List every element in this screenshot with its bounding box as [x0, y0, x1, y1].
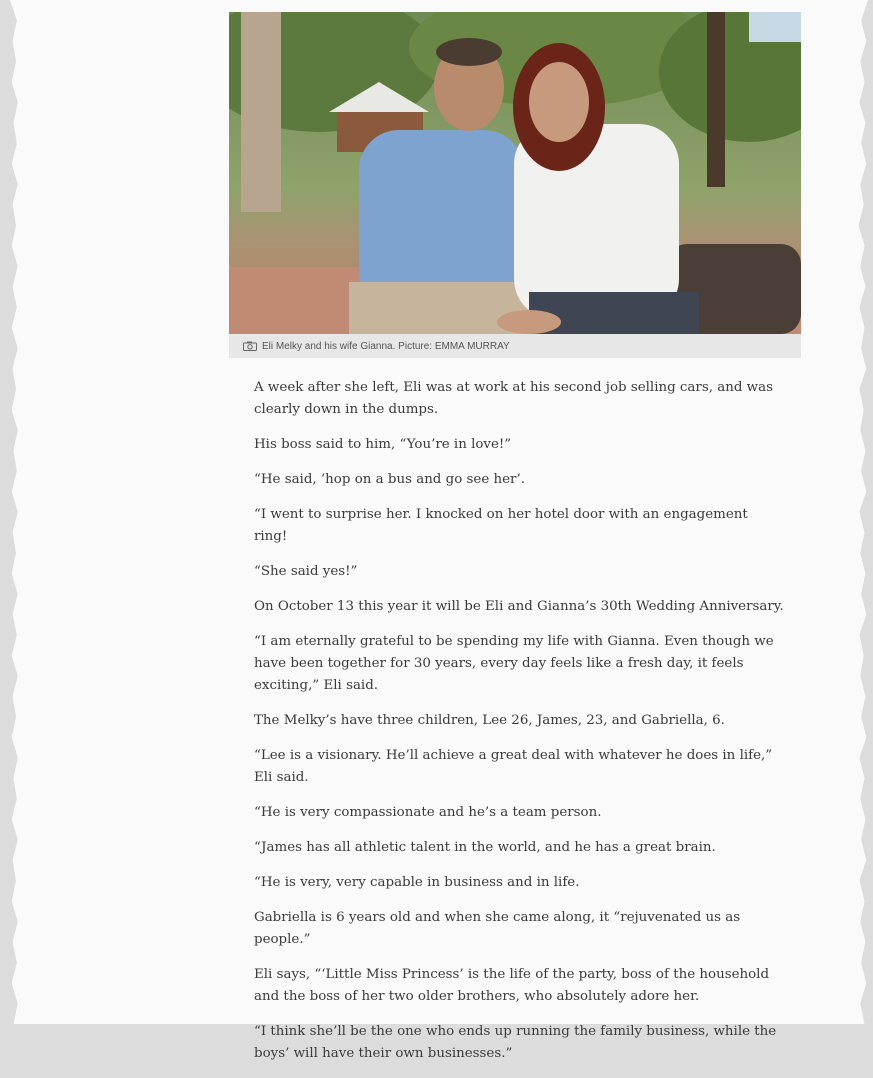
article-paragraph: His boss said to him, “You’re in love!” — [254, 437, 512, 452]
article-paragraph: On October 13 this year it will be Eli and Gianna’s 30th Wedding Anniversary. — [254, 599, 784, 614]
article-paragraph: “He said, ‘hop on a bus and go see her’. — [254, 472, 525, 487]
article-paragraph: “He is very, very capable in business and in life. — [254, 875, 580, 890]
couple-photo — [229, 12, 801, 334]
caption-text: Eli Melky and his wife Gianna. Picture: EMMA MURRAY — [262, 340, 510, 352]
article-paragraph: A week after she left, Eli was at work at his second job selling cars, and was clearly down in the dumps. — [254, 380, 773, 417]
article-paragraph: Gabriella is 6 years old and when she came along, it “rejuvenated us as people.” — [254, 910, 741, 947]
photo-caption — [229, 334, 801, 358]
article-paragraph: “I went to surprise her. I knocked on her hotel door with an engagement ring! — [254, 507, 748, 544]
article-paragraph: “James has all athletic talent in the world, and he has a great brain. — [254, 840, 716, 855]
article-paragraph: “I think she’ll be the one who ends up running the family business, while the boys’ will have their own businesses.” — [254, 1024, 777, 1061]
article-photo-block — [229, 12, 801, 358]
article-body — [254, 377, 784, 1078]
article-paragraph: “I am eternally grateful to be spending my life with Gianna. Even though we have been together for 30 years, every day feels like a fresh day, it feels exciting,” Eli said. — [254, 634, 774, 693]
camera-icon — [243, 341, 257, 351]
article-paragraph: “He is very compassionate and he’s a team person. — [254, 805, 602, 820]
article-paragraph: The Melky’s have three children, Lee 26, James, 23, and Gabriella, 6. — [254, 713, 725, 728]
article-paragraph: “Lee is a visionary. He’ll achieve a great deal with whatever he does in life,” Eli said. — [254, 748, 773, 785]
article-paragraph: Eli says, “‘Little Miss Princess’ is the life of the party, boss of the household and the boss of her two older brothers, who absolutely adore her. — [254, 967, 770, 1004]
article-paragraph: “She said yes!” — [254, 564, 358, 579]
